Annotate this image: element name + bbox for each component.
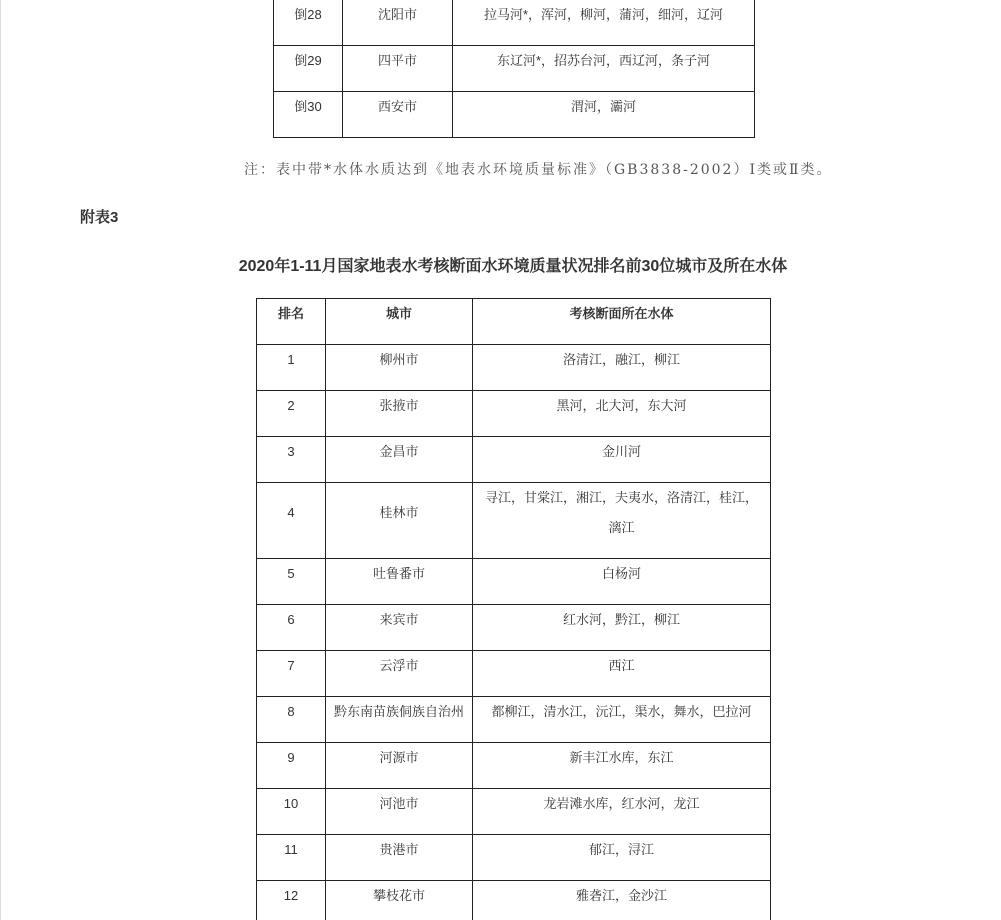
city-cell: 四平市 <box>343 46 453 92</box>
table-row <box>274 0 755 46</box>
table-row <box>257 345 771 391</box>
table-row <box>257 697 771 743</box>
city-cell: 来宾市 <box>326 605 473 651</box>
rank-cell: 2 <box>257 391 326 437</box>
table-row <box>257 605 771 651</box>
city-cell: 贵港市 <box>326 835 473 881</box>
city-cell: 河源市 <box>326 743 473 789</box>
appendix-3-ranking-table <box>256 298 771 920</box>
city-cell: 柳州市 <box>326 345 473 391</box>
rank-cell: 9 <box>257 743 326 789</box>
rank-cell: 8 <box>257 697 326 743</box>
table-row <box>257 559 771 605</box>
water-body-cell: 白杨河 <box>473 559 771 605</box>
table-row <box>257 437 771 483</box>
city-cell: 金昌市 <box>326 437 473 483</box>
water-body-cell: 都柳江，清水江，沅江，渠水，舞水，巴拉河 <box>473 697 771 743</box>
water-body-cell: 黑河，北大河，东大河 <box>473 391 771 437</box>
header-city: 城市 <box>326 299 473 345</box>
table-row <box>274 46 755 92</box>
table-row <box>274 92 755 138</box>
table-header-row <box>257 299 771 345</box>
appendix-label: 附表3 <box>80 209 119 226</box>
previous-ranking-table <box>273 0 755 138</box>
city-cell: 河池市 <box>326 789 473 835</box>
table-row <box>257 651 771 697</box>
water-body-cell: 洛清江，融江，柳江 <box>473 345 771 391</box>
city-cell: 桂林市 <box>326 483 473 559</box>
rank-cell: 倒28 <box>274 0 343 46</box>
water-body-cell: 红水河，黔江，柳江 <box>473 605 771 651</box>
water-body-cell: 渭河，灞河 <box>453 92 755 138</box>
rank-cell: 6 <box>257 605 326 651</box>
table-row <box>257 881 771 920</box>
city-cell: 攀枝花市 <box>326 881 473 920</box>
table-row <box>257 789 771 835</box>
table-row <box>257 391 771 437</box>
rank-cell: 11 <box>257 835 326 881</box>
water-body-cell: 寻江，甘棠江，湘江，夫夷水，洛清江，桂江，漓江 <box>473 483 771 559</box>
water-body-cell: 西江 <box>473 651 771 697</box>
table-title: 2020年1-11月国家地表水考核断面水环境质量状况排名前30位城市及所在水体 <box>238 258 788 275</box>
city-cell: 西安市 <box>343 92 453 138</box>
rank-cell: 3 <box>257 437 326 483</box>
city-cell: 吐鲁番市 <box>326 559 473 605</box>
table-footnote: 注：表中带*水体水质达到《地表水环境质量标准》（GB3838-2002）Ⅰ类或Ⅱ类。 <box>244 162 833 178</box>
water-body-cell: 东辽河*，招苏台河，西辽河，条子河 <box>453 46 755 92</box>
rank-cell: 12 <box>257 881 326 920</box>
rank-cell: 7 <box>257 651 326 697</box>
table-row <box>257 835 771 881</box>
rank-cell: 倒30 <box>274 92 343 138</box>
city-cell: 黔东南苗族侗族自治州 <box>326 697 473 743</box>
table-row <box>257 743 771 789</box>
city-cell: 沈阳市 <box>343 0 453 46</box>
water-body-cell: 新丰江水库，东江 <box>473 743 771 789</box>
city-cell: 张掖市 <box>326 391 473 437</box>
water-body-cell: 龙岩滩水库，红水河，龙江 <box>473 789 771 835</box>
rank-cell: 倒29 <box>274 46 343 92</box>
header-rank: 排名 <box>257 299 326 345</box>
table-row <box>257 483 771 559</box>
water-body-cell: 郁江，浔江 <box>473 835 771 881</box>
rank-cell: 4 <box>257 483 326 559</box>
city-cell: 云浮市 <box>326 651 473 697</box>
water-body-cell: 拉马河*，浑河，柳河，蒲河，细河，辽河 <box>453 0 755 46</box>
rank-cell: 5 <box>257 559 326 605</box>
header-water-bodies: 考核断面所在水体 <box>473 299 771 345</box>
rank-cell: 1 <box>257 345 326 391</box>
rank-cell: 10 <box>257 789 326 835</box>
water-body-cell: 雅砻江，金沙江 <box>473 881 771 920</box>
water-body-cell: 金川河 <box>473 437 771 483</box>
